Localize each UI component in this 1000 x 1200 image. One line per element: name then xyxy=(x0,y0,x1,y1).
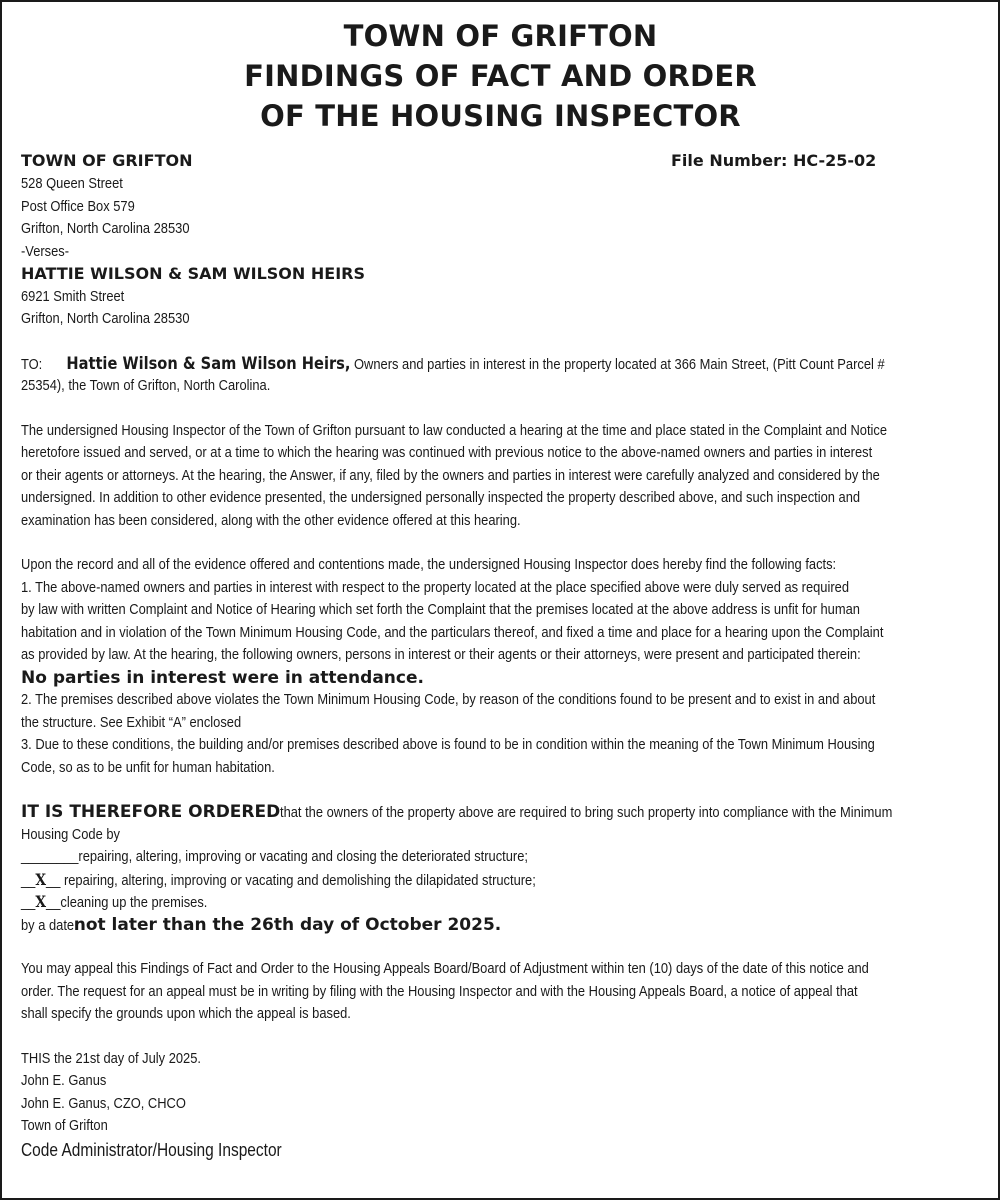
to-line xyxy=(21,353,980,376)
notice-title xyxy=(21,16,980,136)
option-2-checkmark: X xyxy=(35,869,47,889)
fact-1-line-1: 1. The above-named owners and parties in interest with respect to the property located at the place specified above were duly served as required xyxy=(21,578,849,596)
deadline-lead: by a date xyxy=(21,916,75,934)
option-3-text: __cleaning up the premises. xyxy=(46,894,208,911)
plaintiff-address-2: Post Office Box 579 xyxy=(21,197,135,215)
signature-name-credentials: John E. Ganus, CZO, CHCO xyxy=(21,1094,186,1112)
option-3-checkmark: X xyxy=(35,892,47,911)
title-line-2: FINDINGS OF FACT AND ORDER xyxy=(244,59,757,93)
option-3-pre: __ xyxy=(21,894,36,911)
versus-label: -Verses- xyxy=(21,242,70,260)
signature-role: Code Administrator/Housing Inspector xyxy=(21,1140,282,1160)
fact-3-line-1: 3. Due to these conditions, the building and/or premises described above is found to be in condition within the meaning of the Town Minimum Housing xyxy=(21,736,875,753)
order-option-1: ________repairing, altering, improving or vacating and closing the deteriorated structure; xyxy=(21,848,528,865)
order-line-1 xyxy=(21,801,980,824)
signature-org: Town of Grifton xyxy=(21,1117,108,1134)
title-line-1: TOWN OF GRIFTON xyxy=(343,19,658,53)
hearing-line-5: examination has been considered, along with the other evidence offered at this hearing. xyxy=(21,511,521,529)
hearing-line-1: The undersigned Housing Inspector of the Town of Grifton pursuant to law conducted a hearing at the time and place stated in the Complaint and Notice xyxy=(21,421,888,439)
signature-date: THIS the 21st day of July 2025. xyxy=(21,1049,201,1067)
to-line-2: 25354), the Town of Grifton, North Carolina. xyxy=(21,377,271,394)
fact-1-line-3: habitation and in violation of the Town Minimum Housing Code, and the particulars thereof, and fixed a time and place for a hearing upon the Complaint xyxy=(21,623,884,641)
appeal-line-3: shall specify the grounds upon which the appeal is based. xyxy=(21,1005,351,1022)
plaintiff-address-3: Grifton, North Carolina 28530 xyxy=(21,220,190,237)
deadline-date: not later than the 26th day of October 2025. xyxy=(73,914,502,935)
defendant-address-2: Grifton, North Carolina 28530 xyxy=(21,310,190,327)
plaintiff-name: TOWN OF GRIFTON xyxy=(21,151,193,170)
order-option-2 xyxy=(21,869,980,892)
appeal-line-1: You may appeal this Findings of Fact and Order to the Housing Appeals Board/Board of Adjustment within ten (10) days of the date of this notice and xyxy=(21,960,869,977)
fact-2-line-1: 2. The premises described above violates the Town Minimum Housing Code, by reason of the conditions found to be present and to exist in and about xyxy=(21,691,876,708)
to-line-1-rest: Owners and parties in interest in the property located at 366 Main Street, (Pitt Count Parcel # xyxy=(350,355,885,373)
hearing-line-2: heretofore issued and served, or at a time to which the hearing was continued with previous notice to the above-named owners and parties in interest xyxy=(21,444,873,461)
fact-1-line-4: as provided by law. At the hearing, the following owners, persons in interest or their agents or their attorneys, were present and participated therein: xyxy=(21,646,861,663)
defendant-address-1: 6921 Smith Street xyxy=(21,287,125,305)
attendance-statement: No parties in interest were in attendance. xyxy=(21,667,424,688)
fact-3-line-2: Code, so as to be unfit for human habitation. xyxy=(21,758,275,776)
facts-intro: Upon the record and all of the evidence offered and contentions made, the undersigned Housing Inspector does hereby find the following facts: xyxy=(21,556,837,573)
hearing-line-3: or their agents or attorneys. At the hearing, the Answer, if any, filed by the owners and parties in interest were carefully analyzed and considered by the xyxy=(21,466,880,484)
order-line-1-rest: that the owners of the property above are required to bring such property into compliance with the Minimum xyxy=(280,804,893,821)
order-option-3 xyxy=(21,891,980,914)
defendant-name: HATTIE WILSON & SAM WILSON HEIRS xyxy=(21,264,365,283)
order-lead: IT IS THEREFORE ORDERED xyxy=(21,802,281,822)
hearing-line-4: undersigned. In addition to other evidence presented, the undersigned personally inspected the property described above, and such inspection and xyxy=(21,489,861,506)
caption-header xyxy=(21,150,980,173)
plaintiff-address-1: 528 Queen Street xyxy=(21,175,123,192)
option-2-text: __ repairing, altering, improving or vacating and demolishing the dilapidated structure; xyxy=(46,871,536,889)
file-number: File Number: HC-25-02 xyxy=(671,151,877,170)
title-line-3: OF THE HOUSING INSPECTOR xyxy=(260,99,741,133)
signature-name: John E. Ganus xyxy=(21,1072,107,1089)
order-deadline xyxy=(21,914,980,937)
to-label: TO: xyxy=(21,355,43,373)
fact-2-line-2: the structure. See Exhibit “A” enclosed xyxy=(21,713,242,731)
option-2-pre: __ xyxy=(21,871,36,889)
to-recipients: Hattie Wilson & Sam Wilson Heirs, xyxy=(66,353,351,374)
appeal-line-2: order. The request for an appeal must be in writing by filing with the Housing Inspector and with the Housing Appeals Board, a notice of appeal that xyxy=(21,982,858,1000)
fact-1-line-2: by law with written Complaint and Notice of Hearing which set forth the Complaint that the premises located at the above address is unfit for human xyxy=(21,601,860,618)
order-line-2: Housing Code by xyxy=(21,825,120,843)
